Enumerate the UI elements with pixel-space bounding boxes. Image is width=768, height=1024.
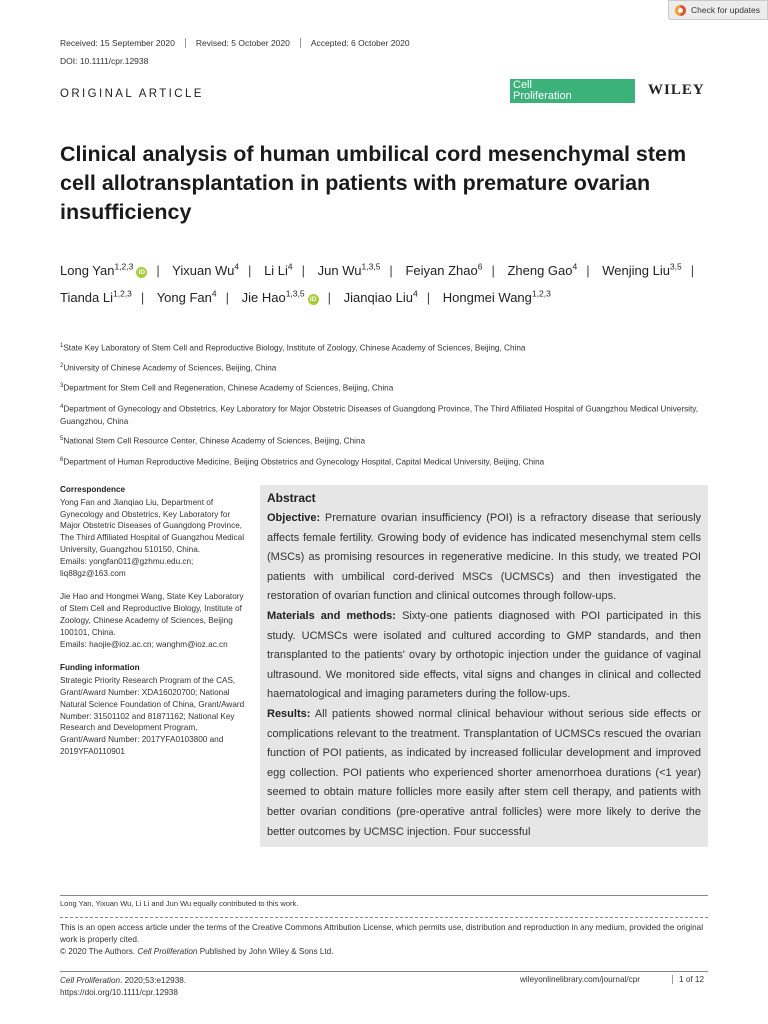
author-name[interactable] xyxy=(60,290,132,305)
author-affiliation-sup: 4 xyxy=(234,262,240,272)
author-name-text: Yong Fan xyxy=(156,289,212,305)
author-name-text: Long Yan xyxy=(60,263,115,279)
correspondence-block-2 xyxy=(60,591,245,650)
author-name-text: Feiyan Zhao xyxy=(405,263,478,279)
author-name[interactable] xyxy=(60,263,147,278)
author-name-text: Li Li xyxy=(264,263,288,279)
funding-heading: Funding information xyxy=(60,663,140,673)
affiliation-text: Department of Human Reproductive Medicine, Beijing Obstetrics and Gynecology Hospital, Capital Medical University, Beijing, China xyxy=(63,457,545,467)
author-affiliation-sup: 1,2,3 xyxy=(531,288,551,299)
abstract-objective xyxy=(267,509,701,607)
accepted-date: Accepted: 6 October 2020 xyxy=(310,38,410,48)
author-name[interactable] xyxy=(602,263,682,278)
page-number: 1 of 12 xyxy=(672,975,704,984)
license-divider xyxy=(60,917,708,918)
affiliation-text: National Stem Cell Resource Center, Chinese Academy of Sciences, Beijing, China xyxy=(63,437,366,447)
correspondence-heading: Correspondence xyxy=(60,485,126,494)
author-separator: | xyxy=(426,289,431,305)
author-name[interactable] xyxy=(264,263,293,278)
crossmark-icon xyxy=(675,5,686,16)
objective-text: Premature ovarian insufficiency (POI) is a refractory disease that seriously affects female fertility. Growing body of evidence has indicated mesenchymal stem cells (MSCs) as promising resources in regenerative medicine. In this study, we treated POI patients with umbilical cord-derived MSCs (UCMSCs) and then investigated the restoration of ovarian function and clinical outcomes through follow-ups. xyxy=(267,512,702,603)
affiliation-item xyxy=(60,433,710,448)
article-type: ORIGINAL ARTICLE xyxy=(60,88,204,100)
author-affiliation-sup: 6 xyxy=(477,262,483,272)
author-name[interactable] xyxy=(507,263,577,278)
author-name[interactable] xyxy=(172,263,239,278)
copyright-pre: © 2020 The Authors. xyxy=(60,947,138,956)
citation-volume: . 2020;53:e12938. xyxy=(120,976,187,985)
affiliation-item xyxy=(60,454,710,469)
affiliation-number: 5 xyxy=(60,436,64,443)
author-name[interactable] xyxy=(405,263,482,278)
author-name-text: Jie Hao xyxy=(241,289,286,305)
affiliation-item xyxy=(60,380,710,395)
citation-url[interactable]: https://doi.org/10.1111/cpr.12938 xyxy=(60,988,178,997)
citation-block xyxy=(60,975,186,999)
check-for-updates-button[interactable] xyxy=(668,0,768,20)
affiliation-number: 4 xyxy=(60,403,64,410)
author-name-text: Zheng Gao xyxy=(507,263,573,279)
author-affiliation-sup: 3,5 xyxy=(669,262,682,272)
author-name-text: Hongmei Wang xyxy=(442,289,532,305)
author-affiliation-sup: 1,3,5 xyxy=(285,288,305,299)
author-separator: | xyxy=(225,289,229,305)
affiliation-text: Department of Gynecology and Obstetrics, Key Laboratory for Major Obstetric Diseases of Guangdong Province, The Third Affiliated Hospital of Guangzhou Medical University, Guangzhou, China xyxy=(60,404,699,426)
abstract-methods xyxy=(267,607,701,705)
abstract-heading: Abstract xyxy=(267,491,316,505)
methods-label: Materials and methods: xyxy=(267,609,396,622)
affiliation-text: Department for Stem Cell and Regeneration, Chinese Academy of Sciences, Beijing, China xyxy=(63,384,394,394)
journal-site-link[interactable]: wileyonlinelibrary.com/journal/cpr xyxy=(520,975,640,984)
author-affiliation-sup: 4 xyxy=(287,262,293,272)
results-label: Results: xyxy=(267,707,311,720)
footnote-divider xyxy=(60,895,708,896)
correspondence-address-2: Jie Hao and Hongmei Wang, State Key Laboratory of Stem Cell and Reproductive Biology, Institute of Zoology, Chinese Academy of Sciences, Beijing 100101, China. xyxy=(60,592,244,637)
license-block xyxy=(60,922,710,958)
author-separator: | xyxy=(140,289,145,305)
article-title: Clinical analysis of human umbilical cord mesenchymal stem cell allotransplantation in patients with premature ovarian insufficiency xyxy=(60,142,687,224)
author-name-text: Wenjing Liu xyxy=(602,263,670,279)
abstract-results xyxy=(267,705,701,842)
methods-text: Sixty-one patients diagnosed with POI participated in this study. UCMSCs were isolated and cultured according to GMP standards, and then transplanted to the patients' ovary by orthotopic injection under the guidance of vaginal ultrasound. We monitored side effects, vital signs and changes in clinical and collected haematological and imaging parameters during the follow-ups. xyxy=(267,609,701,701)
author-name-text: Jun Wu xyxy=(317,263,362,279)
copyright-post: Published by John Wiley & Sons Ltd. xyxy=(197,947,334,956)
author-separator: | xyxy=(327,289,331,305)
affiliations xyxy=(60,340,710,474)
author-list xyxy=(60,256,710,309)
results-text: All patients showed normal clinical behaviour without serious side effects or complications relevant to the treatment. Transplantation of UCMSCs rescued the ovarian function of POI patients, as indicated by increased follicular development and improved egg collection. POI patients who experienced shorter amenorrhoea durations (<1 year) seemed to obtain mature follicles more easily after stem cell therapy, and patients with better ovarian conditions (pre-operative antral follicles) were more likely to derive the better outcomes by UCMSC injection. Four successful xyxy=(267,707,701,838)
affiliation-number: 1 xyxy=(60,343,64,349)
citation-journal: Cell Proliferation xyxy=(60,976,121,985)
author-name[interactable] xyxy=(344,290,418,305)
author-affiliation-sup: 4 xyxy=(211,288,217,299)
affiliation-item xyxy=(60,340,710,355)
citation-divider xyxy=(60,971,708,972)
orcid-icon[interactable]: iD xyxy=(136,267,147,278)
revised-date: Revised: 5 October 2020 xyxy=(196,38,301,48)
author-name[interactable] xyxy=(318,263,381,278)
author-separator: | xyxy=(389,263,393,279)
correspondence-address-1: Yong Fan and Jianqiao Liu, Department of Gynecology and Obstetrics, Key Laboratory for Major Obstetric Diseases of Guangdong Province, The Third Affiliated Hospital of Guangzhou Medical University, Guangzhou 510150, China. xyxy=(60,497,245,554)
author-affiliation-sup: 1,2,3 xyxy=(113,288,132,299)
correspondence-emails-2[interactable]: Emails: haojie@ioz.ac.cn; wanghm@ioz.ac.cn xyxy=(60,639,228,649)
journal-logo-line2: Proliferation xyxy=(513,89,572,102)
correspondence-block xyxy=(60,484,245,579)
affiliation-number: 2 xyxy=(60,363,64,370)
author-separator: | xyxy=(491,263,495,279)
history-dates xyxy=(60,38,430,48)
affiliation-item xyxy=(60,401,710,429)
author-separator: | xyxy=(690,263,695,279)
funding-text: Strategic Priority Research Program of the CAS, Grant/Award Number: XDA16020700; National Natural Science Foundation of China, Grant/Award Number: 31501102 and 81871162; National Key Research and Development Program, Grant/Award Number: 2017YFA0103800 and 2019YFA0110901 xyxy=(60,676,245,756)
publisher-logo: WILEY xyxy=(648,82,705,98)
correspondence-emails-1[interactable]: Emails: yongfan011@gzhmu.edu.cn; liq88gz@163.com xyxy=(60,556,194,578)
orcid-icon[interactable]: iD xyxy=(308,294,319,305)
author-separator: | xyxy=(301,263,306,279)
affiliation-number: 6 xyxy=(60,456,64,463)
author-affiliation-sup: 4 xyxy=(413,288,418,299)
copyright-line xyxy=(60,946,710,958)
equal-contribution-note: Long Yan, Yixuan Wu, Li Li and Jun Wu equally contributed to this work. xyxy=(60,899,299,908)
affiliation-item xyxy=(60,360,710,375)
author-name[interactable] xyxy=(242,290,319,305)
author-name-text: Jianqiao Liu xyxy=(343,289,414,305)
journal-logo-line1: Cell xyxy=(513,79,532,91)
author-separator: | xyxy=(586,263,590,279)
author-affiliation-sup: 1,3,5 xyxy=(361,262,381,272)
author-affiliation-sup: 4 xyxy=(572,262,578,272)
author-name-text: Tianda Li xyxy=(60,289,113,305)
objective-label: Objective: xyxy=(267,512,321,524)
author-separator: | xyxy=(248,263,252,279)
citation-line xyxy=(60,975,186,987)
copyright-journal: Cell Proliferation xyxy=(137,947,198,956)
license-text: This is an open access article under the terms of the Creative Commons Attribution License, which permits use, distribution and reproduction in any medium, provided the original work is properly cited. xyxy=(60,923,704,944)
received-date: Received: 15 September 2020 xyxy=(60,38,186,48)
author-name[interactable] xyxy=(157,290,217,305)
author-name[interactable] xyxy=(443,290,551,305)
author-affiliation-sup: 1,2,3 xyxy=(114,262,134,272)
affiliation-text: State Key Laboratory of Stem Cell and Reproductive Biology, Institute of Zoology, Chinese Academy of Sciences, Beijing, China xyxy=(63,343,526,353)
doi[interactable]: DOI: 10.1111/cpr.12938 xyxy=(60,56,149,66)
author-separator: | xyxy=(156,263,160,279)
funding-block xyxy=(60,662,245,757)
sidebar-info xyxy=(60,484,245,770)
journal-logo xyxy=(510,79,635,103)
affiliation-number: 3 xyxy=(60,383,64,390)
affiliation-text: University of Chinese Academy of Sciences, Beijing, China xyxy=(63,363,277,373)
author-name-text: Yixuan Wu xyxy=(172,263,235,279)
check-for-updates-label: Check for updates xyxy=(691,5,760,15)
abstract-box xyxy=(260,485,708,847)
